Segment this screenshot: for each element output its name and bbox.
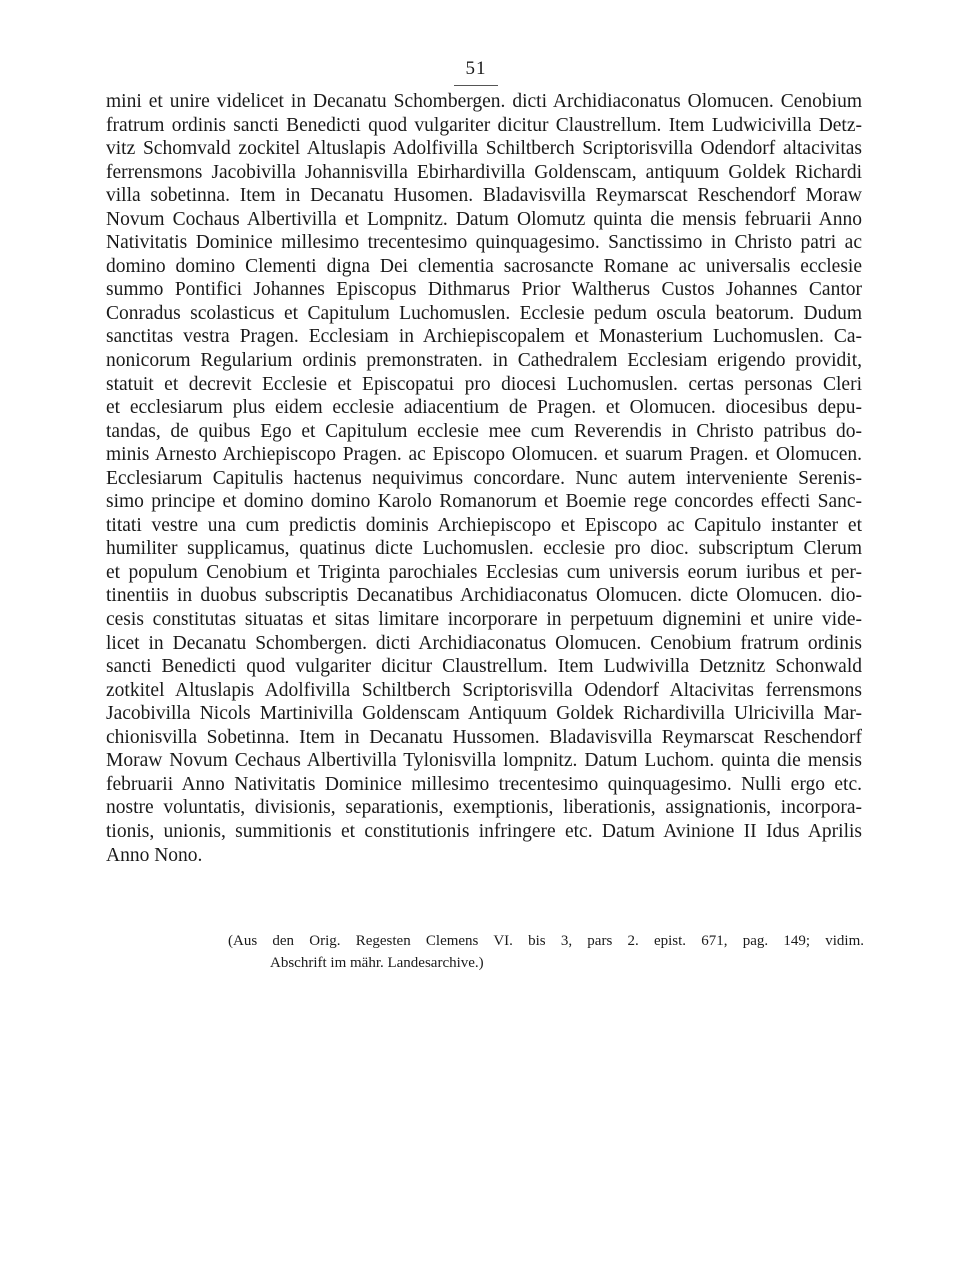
body-line: tionis, unionis, summitionis et constitutionis infringere etc. Datum Avinione II Idus Aprilis xyxy=(106,820,862,842)
body-line: chionisvilla Sobetinna. Item in Decanatu Hussomen. Bladavisvilla Reymarscat Reschendorf xyxy=(106,726,862,748)
body-line: Ecclesiarum Capitulis hactenus nequivimus concordare. Nunc autem interveniente Serenis- xyxy=(106,467,862,489)
body-line: sancti Benedicti quod vulgariter dicitur Claustrellum. Item Ludwivilla Detznitz Schonwald xyxy=(106,656,862,678)
body-line: nonicorum Regularium ordinis premonstraten. in Cathedralem Ecclesiam erigendo providit, xyxy=(106,350,862,372)
body-line: et populum Cenobium et Triginta parochiales Ecclesias cum universis eorum iuribus et per- xyxy=(106,561,862,583)
body-text xyxy=(106,90,862,867)
body-line: zotkitel Altuslapis Adolfivilla Schiltberch Scriptorisvilla Odendorf Altacivitas ferrensmons xyxy=(106,679,862,701)
body-line: minis Arnesto Archiepiscopo Pragen. ac Episcopo Olomucen. et suarum Pragen. et Olomucen. xyxy=(106,444,862,466)
body-line: fratrum ordinis sancti Benedicti quod vulgariter dicitur Claustrellum. Item Ludwicivilla Detz- xyxy=(106,114,862,136)
body-line: Anno Nono. xyxy=(106,844,203,866)
citation-line: (Aus den Orig. Regesten Clemens VI. bis 3, pars 2. epist. 671, pag. 149; vidim. xyxy=(228,933,864,949)
body-line: domino domino Clementi digna Dei clementia sacrosancte Romane ac universalis ecclesie xyxy=(106,255,862,277)
source-citation xyxy=(228,930,864,974)
body-line: Novum Cochaus Albertivilla et Lompnitz. Datum Olomutz quinta die mensis februarii Anno xyxy=(106,208,862,230)
page-number-rule xyxy=(454,85,498,86)
body-line: humiliter supplicamus, quatinus dicte Luchomuslen. ecclesie pro dioc. subscriptum Clerum xyxy=(106,538,862,560)
body-line: sanctitas vestra Pragen. Ecclesiam in Archiepiscopalem et Monasterium Luchomuslen. Ca- xyxy=(106,326,862,348)
body-line: statuit et decrevit Ecclesie et Episcopatui pro diocesi Luchomuslen. certas personas Cleri xyxy=(106,373,862,395)
body-line: Jacobivilla Nicols Martinivilla Goldenscam Antiquum Goldek Richardivilla Ulricivilla Mar- xyxy=(106,703,862,725)
body-line: Conradus scolasticus et Capitulum Luchomuslen. Ecclesie pedum oscula beatorum. Dudum xyxy=(106,302,862,324)
body-line: titati vestre una cum predictis dominis Archiepiscopo et Episcopo ac Capitulo instanter et xyxy=(106,514,862,536)
body-line: mini et unire videlicet in Decanatu Schombergen. dicti Archidiaconatus Olomucen. Cenobium xyxy=(106,91,862,112)
body-line: vitz Schomvald zockitel Altuslapis Adolfivilla Schiltberch Scriptorisvilla Odendorf altacivitas xyxy=(106,138,862,160)
body-line: cesis constitutas situatas et sitas limitare incorporare in perpetuum dignemini et unire vide- xyxy=(106,609,862,631)
body-line: ferrensmons Jacobivilla Johannisvilla Ebirhardivilla Goldenscam, antiquum Goldek Richardi xyxy=(106,161,862,183)
body-line: tinentiis in duobus subscriptis Decanatibus Archidiaconatus Olomucen. dicte Olomucen. dio- xyxy=(106,585,862,607)
body-line: nostre voluntatis, divisionis, separationis, exemptionis, liberationis, assignationis, incorpora- xyxy=(106,797,862,819)
citation-line: Abschrift im mähr. Landesarchive.) xyxy=(270,955,484,971)
body-line: et ecclesiarum plus eidem ecclesie adiacentium de Pragen. et Olomucen. diocesibus depu- xyxy=(106,397,862,419)
body-line: licet in Decanatu Schombergen. dicti Archidiaconatus Olomucen. Cenobium fratrum ordinis xyxy=(106,632,862,654)
body-line: Nativitatis Dominice millesimo trecentesimo quinquagesimo. Sanctissimo in Christo patri ac xyxy=(106,232,862,254)
body-line: februarii Anno Nativitatis Dominice millesimo trecentesimo quinquagesimo. Nulli ergo etc. xyxy=(106,773,862,795)
body-line: tandas, de quibus Ego et Capitulum ecclesie mee cum Reverendis in Christo patribus do- xyxy=(106,420,862,442)
body-line: villa sobetinna. Item in Decanatu Husomen. Bladavisvilla Reymarscat Reschendorf Moraw xyxy=(106,185,862,207)
body-line: Moraw Novum Cechaus Albertivilla Tylonisvilla lompnitz. Datum Luchom. quinta die mensis xyxy=(106,750,862,772)
body-line: summo Pontifici Johannes Episcopus Dithmarus Prior Waltherus Custos Johannes Cantor xyxy=(106,279,862,301)
body-line: simo principe et domino domino Karolo Romanorum et Boemie rege concordes effecti Sanc- xyxy=(106,491,862,513)
page-number: 51 xyxy=(465,58,487,79)
